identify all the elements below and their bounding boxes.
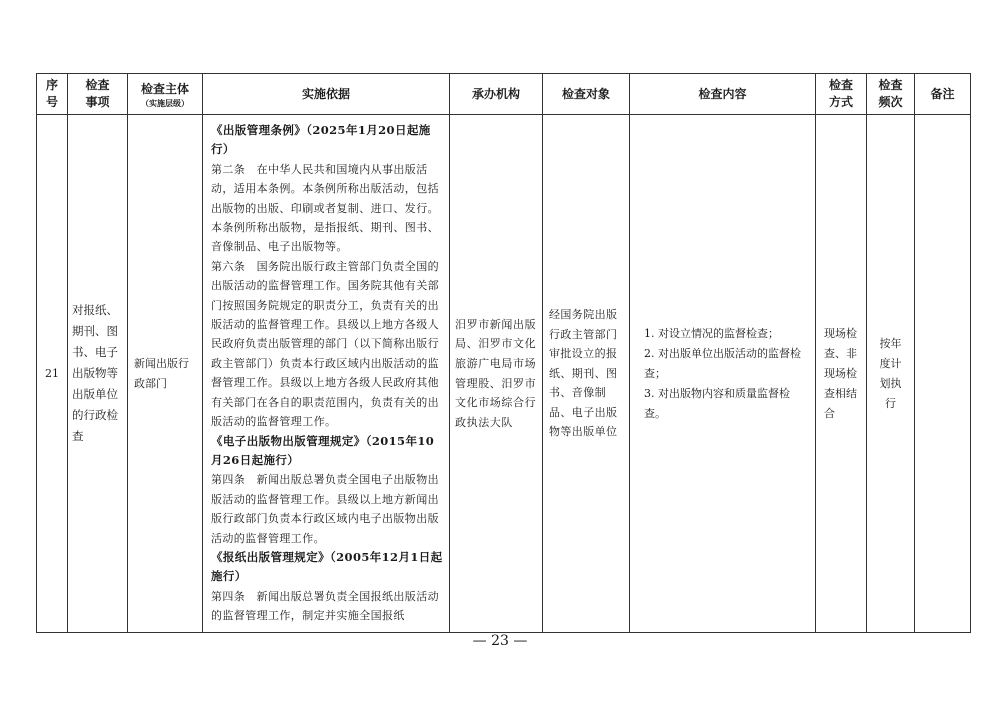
cell-object: 经国务院出版行政主管部门审批设立的报纸、期刊、图书、音像制品、电子出版物等出版单位 bbox=[543, 115, 630, 633]
cell-note bbox=[915, 115, 971, 633]
basis-text bbox=[211, 121, 443, 626]
cell-subject: 新闻出版行政部门 bbox=[128, 115, 203, 633]
table-header-row bbox=[37, 74, 971, 115]
page-number: — 23 — bbox=[472, 633, 528, 649]
cell-basis bbox=[203, 115, 450, 633]
header-object: 检查对象 bbox=[543, 74, 630, 115]
header-note: 备注 bbox=[915, 74, 971, 115]
basis-article: 第四条 新闻出版总署负责全国电子出版物出版活动的监督管理工作。县级以上地方新闻出版行政部门负责本行政区域内电子出版物出版活动的监督管理工作。 bbox=[211, 473, 439, 545]
basis-article: 第二条 在中华人民共和国境内从事出版活动，适用本条例。本条例所称出版活动，包括出版物的出版、印刷或者复制、进口、发行。本条例所称出版物，是指报纸、期刊、图书、音像制品、电子出版物等。 bbox=[211, 162, 439, 254]
header-basis: 实施依据 bbox=[203, 74, 450, 115]
inspection-table bbox=[36, 73, 971, 633]
content-line-1: 1. 对设立情况的监督检查； bbox=[644, 326, 779, 340]
basis-regulation-title: 《报纸出版管理规定》（2005年12月1日起施行） bbox=[211, 549, 443, 584]
cell-agency: 汨罗市新闻出版局、汨罗市文化旅游广电局市场管理股、汨罗市文化市场综合行政执法大队 bbox=[450, 115, 543, 633]
header-agency: 承办机构 bbox=[450, 74, 543, 115]
header-content: 检查内容 bbox=[630, 74, 816, 115]
header-subject bbox=[128, 74, 203, 115]
basis-article: 第六条 国务院出版行政主管部门负责全国的出版活动的监督管理工作。国务院其他有关部门按照国务院规定的职责分工，负责有关的出版活动的监督管理工作。县级以上地方各级人民政府负责出版管理的部门（以下简称出版行政主管部门）负责本行政区域内出版活动的监督管理工作。县级以上地方各级人民政府其他有关部门在各自的职责范围内，负责有关的出版活动的监督管理工作。 bbox=[211, 259, 439, 429]
cell-item: 对报纸、期刊、图书、电子出版物等出版单位的行政检查 bbox=[68, 115, 128, 633]
table-row bbox=[37, 115, 971, 633]
header-seq: 序号 bbox=[37, 74, 68, 115]
header-subject-sub: （实施层级） bbox=[141, 97, 189, 108]
header-item: 检查事项 bbox=[68, 74, 128, 115]
content-line-3: 3. 对出版物内容和质量监督检查。 bbox=[644, 386, 790, 420]
basis-article: 第四条 新闻出版总署负责全国报纸出版活动的监督管理工作，制定并实施全国报纸 bbox=[211, 589, 439, 623]
basis-regulation-title: 《出版管理条例》（2025年1月20日起施行） bbox=[211, 123, 431, 157]
header-subject-main: 检查主体 bbox=[140, 81, 189, 96]
cell-method: 现场检查、非现场检查相结合 bbox=[816, 115, 867, 633]
cell-content bbox=[630, 115, 816, 633]
content-line-2: 2. 对出版单位出版活动的监督检查； bbox=[644, 346, 801, 380]
cell-frequency: 按年度计划执行 bbox=[867, 115, 915, 633]
header-frequency: 检查频次 bbox=[867, 74, 915, 115]
cell-seq: 21 bbox=[37, 115, 68, 633]
header-method: 检查方式 bbox=[816, 74, 867, 115]
basis-regulation-title: 《电子出版物出版管理规定》（2015年10月26日起施行） bbox=[211, 433, 435, 467]
